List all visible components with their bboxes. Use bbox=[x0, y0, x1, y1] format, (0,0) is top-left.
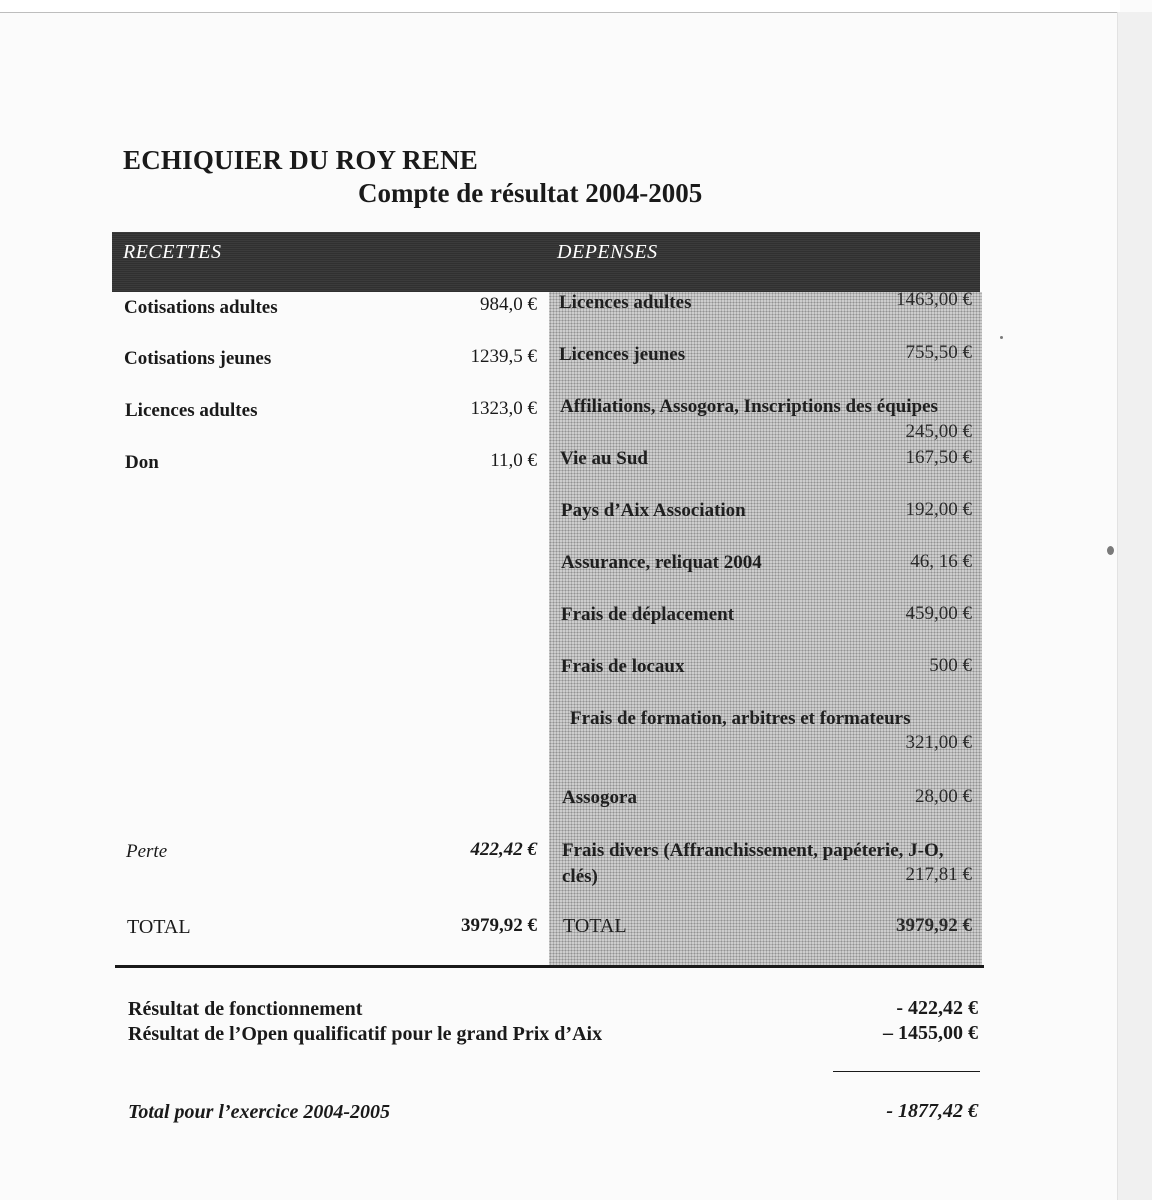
depense-value: 217,81 € bbox=[905, 864, 972, 885]
header-depenses: DEPENSES bbox=[557, 241, 658, 263]
recette-total-label: TOTAL bbox=[127, 916, 191, 938]
depense-label: Frais divers (Affranchissement, papéterie, J-O, clés) bbox=[562, 840, 944, 887]
header-recettes: RECETTES bbox=[123, 241, 222, 263]
depense-label: Affiliations, Assogora, Inscriptions des équipes bbox=[560, 396, 938, 417]
depense-label: Frais de déplacement bbox=[561, 604, 735, 625]
depense-value: 755,50 € bbox=[905, 342, 972, 363]
depense-total-value: 3979,92 € bbox=[896, 915, 972, 936]
depense-value: 459,00 € bbox=[905, 603, 972, 624]
total-value: - 1877,42 € bbox=[886, 1100, 978, 1122]
depense-label: Licences adultes bbox=[559, 292, 692, 313]
depense-value: 192,00 € bbox=[905, 499, 972, 520]
depense-label: Vie au Sud bbox=[560, 448, 648, 469]
recette-value-perte: 422,42 € bbox=[470, 839, 537, 860]
recette-value: 1239,5 € bbox=[470, 346, 537, 367]
scan-right-edge bbox=[1117, 12, 1152, 1200]
scan-speck bbox=[1000, 336, 1003, 339]
recette-label: Cotisations adultes bbox=[124, 297, 278, 318]
summary-value: – 1455,00 € bbox=[883, 1022, 978, 1044]
depense-label: Assurance, reliquat 2004 bbox=[561, 552, 762, 573]
depense-label: Frais de formation, arbitres et formateurs bbox=[570, 708, 911, 729]
table-bottom-rule bbox=[115, 965, 984, 968]
depense-value: 28,00 € bbox=[915, 786, 972, 807]
depense-value: 46, 16 € bbox=[910, 551, 972, 572]
recette-value: 1323,0 € bbox=[470, 398, 537, 419]
depense-value: 245,00 € bbox=[905, 421, 972, 442]
recette-label: Don bbox=[125, 452, 159, 473]
summary-rule bbox=[833, 1071, 980, 1072]
recette-label: Licences adultes bbox=[125, 400, 258, 421]
depense-label: Pays d’Aix Association bbox=[561, 500, 746, 521]
recette-label: Cotisations jeunes bbox=[124, 348, 272, 369]
table-header-band bbox=[112, 232, 980, 292]
summary-label: Résultat de l’Open qualificatif pour le grand Prix d’Aix bbox=[128, 1023, 603, 1045]
recette-value: 11,0 € bbox=[490, 450, 537, 471]
summary-value: - 422,42 € bbox=[896, 997, 978, 1019]
scan-top-edge bbox=[0, 0, 1120, 13]
depense-label: Licences jeunes bbox=[559, 344, 686, 365]
recette-label-perte: Perte bbox=[126, 841, 168, 862]
depense-value: 500 € bbox=[929, 655, 972, 676]
depense-label: Frais de locaux bbox=[561, 656, 685, 677]
recette-value: 984,0 € bbox=[480, 294, 537, 315]
document-subtitle: Compte de résultat 2004-2005 bbox=[358, 178, 703, 208]
depense-value: 167,50 € bbox=[905, 447, 972, 468]
total-label: Total pour l’exercice 2004-2005 bbox=[128, 1101, 391, 1123]
summary-label: Résultat de fonctionnement bbox=[128, 998, 363, 1020]
scan-speck bbox=[1107, 546, 1114, 555]
depense-label: Assogora bbox=[562, 787, 637, 808]
recette-total-value: 3979,92 € bbox=[461, 915, 537, 936]
depense-value: 321,00 € bbox=[905, 732, 972, 753]
depense-total-label: TOTAL bbox=[563, 915, 627, 937]
document-title: ECHIQUIER DU ROY RENE bbox=[123, 145, 478, 175]
depense-value: 1463,00 € bbox=[896, 289, 972, 310]
